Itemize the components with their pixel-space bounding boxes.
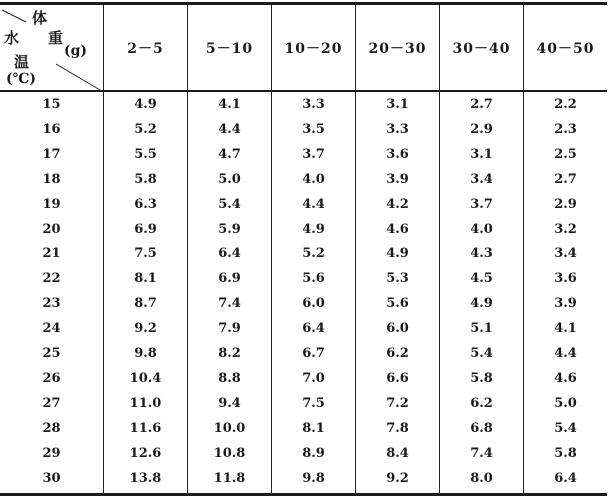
water-temp-cell: 30	[42, 470, 61, 486]
rate-cell: 4.1	[218, 97, 241, 112]
rate-cell: 8.1	[302, 420, 325, 436]
table-row	[0, 292, 607, 316]
rate-cell: 3.7	[470, 196, 493, 212]
rate-cell: 13.8	[129, 470, 162, 486]
table-row	[0, 442, 607, 466]
rate-cell: 10.0	[213, 420, 246, 436]
rate-cell: 3.9	[386, 171, 409, 187]
corner-label-temp: 温	[14, 53, 30, 71]
rate-cell: 4.9	[386, 246, 409, 262]
rate-cell: 5.8	[554, 445, 577, 461]
rate-cell: 7.8	[386, 420, 409, 436]
rate-cell: 4.2	[386, 196, 409, 212]
rate-cell: 7.9	[218, 321, 241, 337]
rate-cell: 6.9	[218, 271, 241, 287]
rate-cell: 4.6	[386, 221, 409, 237]
rate-cell: 6.4	[218, 246, 241, 262]
rate-cell: 3.2	[554, 221, 577, 237]
rate-cell: 4.0	[302, 171, 325, 187]
rate-cell: 2.9	[470, 121, 493, 137]
rate-cell: 3.6	[386, 146, 409, 162]
water-temp-cell: 23	[42, 296, 61, 312]
rate-cell: 3.5	[302, 121, 325, 137]
rate-cell: 7.4	[218, 296, 241, 312]
water-temp-cell: 21	[42, 246, 61, 262]
rate-cell: 6.4	[302, 321, 325, 337]
rate-cell: 5.4	[470, 346, 493, 361]
table-row	[0, 242, 607, 266]
water-temp-cell: 15	[42, 97, 61, 112]
rate-cell: 4.9	[134, 97, 157, 112]
table-row	[0, 367, 607, 391]
water-temp-cell: 25	[42, 346, 61, 361]
rate-cell: 8.4	[386, 445, 409, 461]
corner-label-weight: 重	[48, 29, 64, 47]
rate-cell: 3.6	[554, 271, 577, 287]
rate-cell: 9.8	[134, 346, 157, 361]
rate-cell: 2.7	[554, 171, 577, 187]
water-temp-cell: 18	[42, 171, 61, 187]
rate-cell: 3.1	[470, 146, 493, 162]
rate-cell: 5.8	[134, 171, 157, 187]
table-row	[0, 467, 607, 491]
table-row	[0, 392, 607, 416]
rate-cell: 6.7	[302, 346, 325, 361]
rate-cell: 2.7	[470, 97, 493, 112]
rate-cell: 10.8	[213, 445, 246, 461]
table-row	[0, 143, 607, 167]
table-row	[0, 93, 607, 117]
table-row	[0, 417, 607, 441]
rate-cell: 4.7	[218, 146, 241, 162]
water-temp-cell: 27	[42, 395, 61, 411]
corner-label-unit-g: (g)	[64, 43, 88, 59]
rate-cell: 11.0	[129, 395, 162, 411]
table-row	[0, 218, 607, 242]
rate-cell: 7.5	[134, 246, 157, 262]
rate-cell: 5.5	[134, 146, 157, 162]
rate-cell: 6.0	[386, 321, 409, 337]
rate-cell: 4.1	[554, 321, 577, 337]
rate-cell: 8.1	[134, 271, 157, 287]
rate-cell: 6.2	[470, 395, 493, 411]
rate-cell: 7.2	[386, 395, 409, 411]
rate-cell: 6.2	[386, 346, 409, 361]
col-header-30-40: 30－40	[452, 40, 511, 57]
col-header-10-20: 10－20	[284, 40, 343, 57]
rate-cell: 2.2	[554, 97, 577, 112]
rate-cell: 4.5	[470, 271, 493, 287]
table-row	[0, 267, 607, 291]
rate-cell: 4.0	[470, 221, 493, 237]
rate-cell: 2.9	[554, 196, 577, 212]
table-row	[0, 317, 607, 341]
rate-cell: 2.5	[554, 146, 577, 162]
rate-cell: 6.9	[134, 221, 157, 237]
rate-cell: 7.5	[302, 395, 325, 411]
rate-cell: 5.4	[218, 196, 241, 212]
rate-cell: 5.6	[386, 296, 409, 312]
rate-cell: 5.9	[218, 221, 241, 237]
rate-cell: 4.4	[302, 196, 325, 212]
water-temp-cell: 29	[42, 445, 61, 461]
rate-cell: 8.7	[134, 296, 157, 312]
rate-cell: 8.2	[218, 346, 241, 361]
corner-label-body: 体	[32, 9, 48, 27]
bottom-rule	[0, 493, 607, 496]
rate-cell: 3.1	[386, 97, 409, 112]
water-temp-cell: 20	[42, 221, 61, 237]
rate-cell: 5.2	[302, 246, 325, 262]
water-temp-cell: 17	[42, 146, 61, 162]
water-temp-cell: 22	[42, 271, 61, 287]
corner-header	[0, 5, 103, 90]
rate-cell: 4.4	[554, 346, 577, 361]
rate-cell: 5.3	[386, 271, 409, 287]
rate-cell: 2.3	[554, 121, 577, 137]
water-temp-cell: 16	[42, 121, 61, 137]
rate-cell: 3.3	[302, 97, 325, 112]
corner-label-water: 水	[4, 29, 20, 47]
table-row	[0, 118, 607, 142]
rate-cell: 3.4	[554, 246, 577, 262]
water-temp-cell: 26	[42, 370, 61, 386]
table-row	[0, 193, 607, 217]
rate-cell: 7.4	[470, 445, 493, 461]
rate-cell: 12.6	[129, 445, 162, 461]
rate-cell: 3.3	[386, 121, 409, 137]
rate-cell: 4.3	[470, 246, 493, 262]
rate-cell: 4.6	[554, 370, 577, 386]
rate-cell: 9.2	[386, 470, 409, 486]
rate-cell: 4.4	[218, 121, 241, 137]
corner-label-unit-c: (℃)	[6, 71, 37, 87]
rate-cell: 9.4	[218, 395, 241, 411]
water-temp-cell: 19	[42, 196, 61, 212]
col-header-40-50: 40－50	[536, 40, 595, 57]
rate-cell: 3.4	[470, 171, 493, 187]
col-header-5-10: 5－10	[205, 40, 254, 57]
rate-cell: 5.2	[134, 121, 157, 137]
table-row	[0, 168, 607, 192]
rate-cell: 3.9	[554, 296, 577, 312]
rate-cell: 8.9	[302, 445, 325, 461]
rate-cell: 4.9	[302, 221, 325, 237]
col-header-20-30: 20－30	[368, 40, 427, 57]
rate-cell: 8.8	[218, 370, 241, 386]
rate-cell: 6.8	[470, 420, 493, 436]
rate-cell: 6.0	[302, 296, 325, 312]
rate-cell: 8.0	[470, 470, 493, 486]
rate-cell: 5.6	[302, 271, 325, 287]
rate-cell: 11.6	[129, 420, 162, 436]
data-table	[0, 2, 607, 496]
rate-cell: 4.9	[470, 296, 493, 312]
water-temp-cell: 24	[42, 321, 61, 337]
rate-cell: 6.6	[386, 370, 409, 386]
water-temp-cell: 28	[42, 420, 61, 436]
rate-cell: 7.0	[302, 370, 325, 386]
rate-cell: 9.8	[302, 470, 325, 486]
rate-cell: 9.2	[134, 321, 157, 337]
rate-cell: 6.3	[134, 196, 157, 212]
rate-cell: 10.4	[129, 370, 162, 386]
rate-cell: 6.4	[554, 470, 577, 486]
rate-cell: 5.0	[218, 171, 241, 187]
rate-cell: 5.4	[554, 420, 577, 436]
rate-cell: 5.8	[470, 370, 493, 386]
col-header-2-5: 2－5	[127, 40, 164, 57]
table-row	[0, 342, 607, 366]
rate-cell: 11.8	[213, 470, 246, 486]
rate-cell: 3.7	[302, 146, 325, 162]
rate-cell: 5.0	[554, 395, 577, 411]
rate-cell: 5.1	[470, 321, 493, 337]
